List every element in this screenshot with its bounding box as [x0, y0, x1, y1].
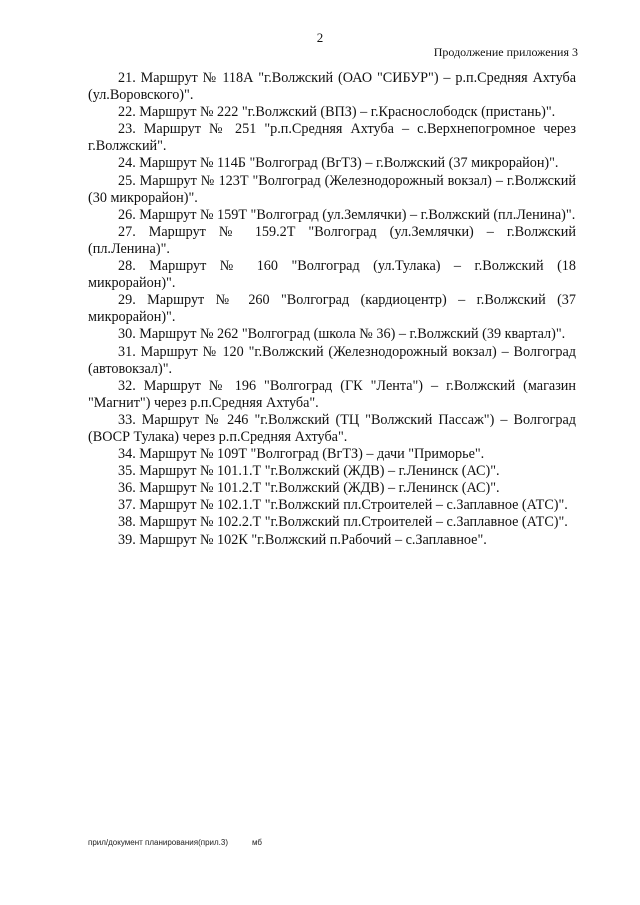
footer: [88, 838, 262, 847]
list-item: 28. Маршрут № 160 "Волгоград (ул.Тулака) – г.Волжский (18 микрорайон)".: [88, 258, 576, 292]
footer-path: прил/документ планирования(прил.3): [88, 838, 228, 847]
footer-initials: мб: [252, 838, 262, 847]
list-item: 23. Маршрут № 251 "р.п.Средняя Ахтуба – с.Верхнепогромное через г.Волжский".: [88, 121, 576, 155]
route-list: [88, 70, 576, 549]
list-item: 21. Маршрут № 118А "г.Волжский (ОАО "СИБУР") – р.п.Средняя Ахтуба (ул.Воровского)".: [88, 70, 576, 104]
list-item: 34. Маршрут № 109Т "Волгоград (ВгТЗ) – дачи "Приморье".: [118, 446, 485, 463]
list-item: 37. Маршрут № 102.1.Т "г.Волжский пл.Строителей – с.Заплавное (АТС)".: [118, 497, 568, 514]
list-item: 27. Маршрут № 159.2Т "Волгоград (ул.Землячки) – г.Волжский (пл.Ленина)".: [88, 223, 576, 257]
list-item: 38. Маршрут № 102.2.Т "г.Волжский пл.Строителей – с.Заплавное (АТС)".: [118, 514, 568, 531]
list-item: 26. Маршрут № 159Т "Волгоград (ул.Землячки) – г.Волжский (пл.Ленина)".: [118, 206, 576, 223]
list-item: 39. Маршрут № 102К "г.Волжский п.Рабочий – с.Заплавное".: [118, 531, 487, 548]
list-item: 25. Маршрут № 123Т "Волгоград (Железнодорожный вокзал) – г.Волжский (30 микрорайон)".: [88, 172, 576, 206]
list-item: 36. Маршрут № 101.2.Т "г.Волжский (ЖДВ) – г.Ленинск (АС)".: [118, 480, 500, 497]
list-item: 33. Маршрут № 246 "г.Волжский (ТЦ "Волжский Пассаж") – Волгоград (ВОСР Тулака) через р.п.Средняя Ахтуба".: [88, 411, 576, 445]
list-item: 29. Маршрут № 260 "Волгоград (кардиоцентр) – г.Волжский (37 микрорайон)".: [88, 292, 576, 326]
continuation-label: Продолжение приложения 3: [433, 45, 578, 59]
list-item: 35. Маршрут № 101.1.Т "г.Волжский (ЖДВ) – г.Ленинск (АС)".: [118, 463, 500, 480]
page-number: 2: [316, 30, 324, 45]
list-item: 24. Маршрут № 114Б "Волгоград (ВгТЗ) – г.Волжский (37 микрорайон)".: [118, 155, 559, 172]
list-item: 32. Маршрут № 196 "Волгоград (ГК "Лента") – г.Волжский (магазин "Магнит") через р.п.Средняя Ахтуба".: [88, 377, 576, 411]
list-item: 31. Маршрут № 120 "г.Волжский (Железнодорожный вокзал) – Волгоград (автовокзал)".: [88, 343, 576, 377]
list-item: 30. Маршрут № 262 "Волгоград (школа № 36) – г.Волжский (39 квартал)".: [118, 326, 566, 343]
list-item: 22. Маршрут № 222 "г.Волжский (ВПЗ) – г.Краснослободск (пристань)".: [118, 104, 556, 121]
